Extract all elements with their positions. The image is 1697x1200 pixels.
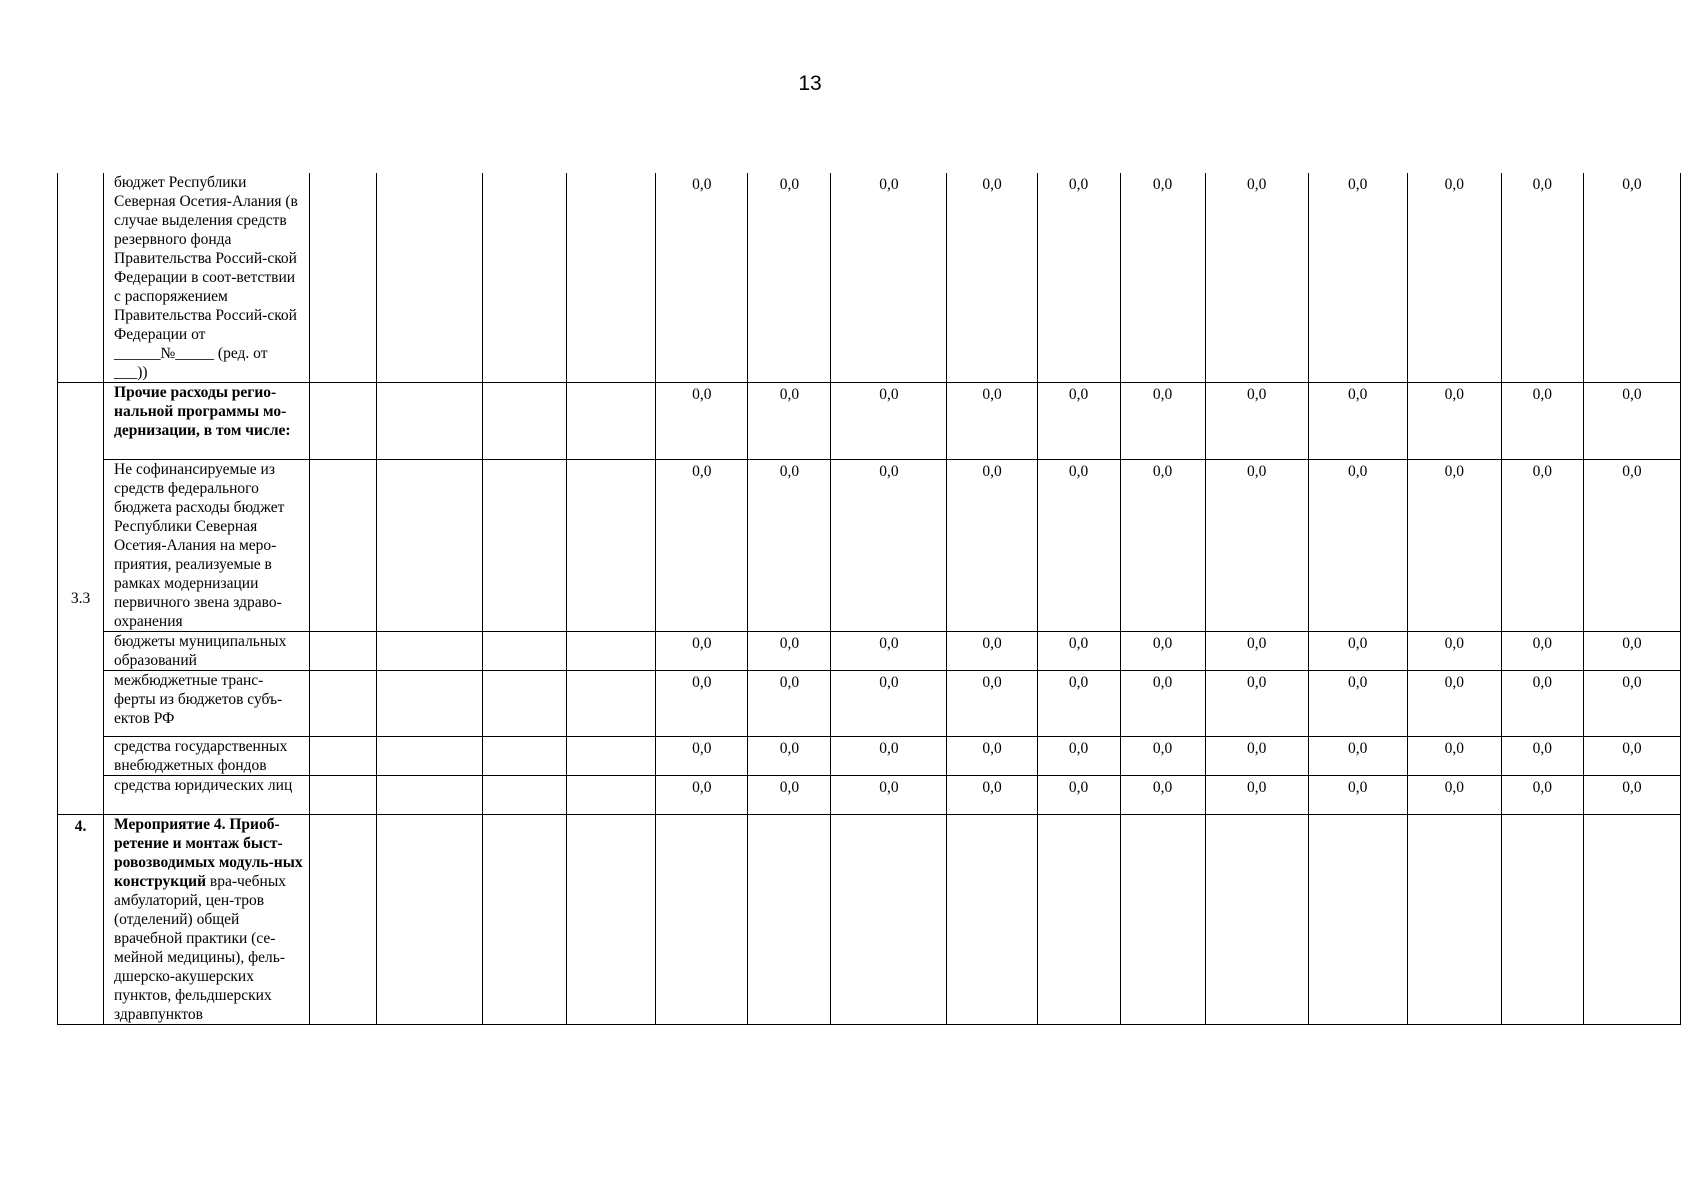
value-cell: 0,0: [656, 671, 748, 737]
description-text: Мероприятие 4. Приоб-ретение и монтаж быст-ровозводимых модуль-ных конструкций: [114, 816, 303, 890]
empty-cell: [567, 460, 656, 632]
empty-cell: [377, 173, 483, 383]
value-cell: 0,0: [1037, 173, 1120, 383]
row-description: [104, 383, 310, 460]
value-cell: 0,0: [1205, 737, 1308, 776]
empty-cell: [310, 460, 377, 632]
value-cell: 0,0: [1120, 460, 1205, 632]
description-text: вра-чебных амбулаторий, цен-тров (отделений) общей врачебной практики (се-мейной медицины), фель-дшерско-акушерских пунктов, фельдшерских здравпунктов: [114, 873, 287, 1023]
value-cell: 0,0: [1501, 460, 1583, 632]
value-cell: 0,0: [1407, 460, 1501, 632]
value-cell: 0,0: [656, 632, 748, 671]
table-row: [58, 173, 1681, 383]
value-cell: 0,0: [656, 383, 748, 460]
empty-cell: [567, 671, 656, 737]
value-cell: 0,0: [656, 460, 748, 632]
value-cell: 0,0: [947, 737, 1037, 776]
empty-cell: [483, 776, 567, 815]
empty-cell: [483, 815, 567, 1025]
value-cell: 0,0: [831, 671, 947, 737]
value-cell: 0,0: [1120, 737, 1205, 776]
value-cell: 0,0: [748, 383, 831, 460]
table-row: [58, 815, 1681, 1025]
value-cell: 0,0: [1120, 632, 1205, 671]
empty-cell: [567, 737, 656, 776]
empty-cell: [567, 776, 656, 815]
value-cell: 0,0: [947, 671, 1037, 737]
value-cell: 0,0: [947, 173, 1037, 383]
value-cell: [1501, 815, 1583, 1025]
empty-cell: [377, 460, 483, 632]
value-cell: 0,0: [1037, 460, 1120, 632]
value-cell: 0,0: [1501, 671, 1583, 737]
empty-cell: [483, 460, 567, 632]
empty-cell: [377, 815, 483, 1025]
value-cell: 0,0: [1501, 383, 1583, 460]
value-cell: 0,0: [656, 776, 748, 815]
empty-cell: [310, 632, 377, 671]
empty-cell: [310, 776, 377, 815]
empty-cell: [567, 383, 656, 460]
value-cell: 0,0: [947, 383, 1037, 460]
value-cell: 0,0: [1205, 173, 1308, 383]
value-cell: 0,0: [831, 776, 947, 815]
value-cell: 0,0: [1407, 383, 1501, 460]
value-cell: 0,0: [1037, 383, 1120, 460]
row-description: [104, 737, 310, 776]
value-cell: 0,0: [748, 460, 831, 632]
value-cell: 0,0: [1407, 671, 1501, 737]
value-cell: 0,0: [748, 671, 831, 737]
row-description: [104, 671, 310, 737]
value-cell: [1308, 815, 1407, 1025]
row-description: [104, 815, 310, 1025]
value-cell: 0,0: [1407, 173, 1501, 383]
value-cell: [656, 815, 748, 1025]
empty-cell: [483, 173, 567, 383]
empty-cell: [377, 776, 483, 815]
description-text: бюджеты муниципальных образований: [114, 633, 287, 669]
row-number-cell: [58, 173, 104, 383]
table-body: [58, 173, 1681, 1025]
value-cell: 0,0: [831, 173, 947, 383]
value-cell: 0,0: [748, 737, 831, 776]
value-cell: 0,0: [1308, 173, 1407, 383]
value-cell: 0,0: [831, 460, 947, 632]
value-cell: 0,0: [1501, 737, 1583, 776]
value-cell: 0,0: [947, 776, 1037, 815]
value-cell: 0,0: [1205, 632, 1308, 671]
value-cell: 0,0: [1407, 737, 1501, 776]
value-cell: 0,0: [831, 383, 947, 460]
value-cell: 0,0: [1120, 671, 1205, 737]
empty-cell: [377, 671, 483, 737]
value-cell: 0,0: [1407, 776, 1501, 815]
table-row: [58, 632, 1681, 671]
row-number-cell: 3.3: [58, 383, 104, 815]
value-cell: 0,0: [1501, 632, 1583, 671]
row-number-cell: 4.: [58, 815, 104, 1025]
value-cell: [831, 815, 947, 1025]
description-text: средства государственных внебюджетных фондов: [114, 738, 288, 774]
description-text: бюджет Республики Северная Осетия-Алания (в случае выделения средств резервного фонда Правительства Россий-ской Федерации в соот-ветствии с распоряжением Правительства Россий-ской Федерации от ______№_____ (ред. от ___)): [114, 174, 298, 381]
value-cell: 0,0: [1583, 173, 1680, 383]
empty-cell: [483, 671, 567, 737]
value-cell: 0,0: [1501, 173, 1583, 383]
value-cell: 0,0: [1583, 383, 1680, 460]
value-cell: 0,0: [1037, 776, 1120, 815]
table-row: [58, 776, 1681, 815]
empty-cell: [483, 737, 567, 776]
value-cell: 0,0: [947, 460, 1037, 632]
value-cell: 0,0: [1308, 632, 1407, 671]
value-cell: 0,0: [1120, 383, 1205, 460]
value-cell: 0,0: [1308, 776, 1407, 815]
row-description: [104, 632, 310, 671]
value-cell: [1407, 815, 1501, 1025]
value-cell: 0,0: [748, 632, 831, 671]
row-description: [104, 173, 310, 383]
table-row: [58, 383, 1681, 460]
value-cell: 0,0: [1037, 671, 1120, 737]
empty-cell: [567, 815, 656, 1025]
value-cell: [748, 815, 831, 1025]
empty-cell: [310, 815, 377, 1025]
value-cell: 0,0: [1037, 737, 1120, 776]
value-cell: 0,0: [831, 632, 947, 671]
empty-cell: [483, 383, 567, 460]
empty-cell: [377, 383, 483, 460]
value-cell: 0,0: [1120, 173, 1205, 383]
table-row: [58, 671, 1681, 737]
value-cell: 0,0: [1037, 632, 1120, 671]
empty-cell: [483, 632, 567, 671]
empty-cell: [310, 173, 377, 383]
value-cell: 0,0: [947, 632, 1037, 671]
empty-cell: [567, 173, 656, 383]
value-cell: 0,0: [1583, 632, 1680, 671]
value-cell: 0,0: [748, 776, 831, 815]
value-cell: [1037, 815, 1120, 1025]
description-text: Не софинансируемые из средств федерального бюджета расходы бюджет Республики Северная Осетия-Алания на меро-приятия, реализуемые в рамках модернизации первичного звена здраво-охранения: [114, 461, 285, 630]
value-cell: 0,0: [1308, 383, 1407, 460]
value-cell: [1583, 815, 1680, 1025]
value-cell: 0,0: [1308, 460, 1407, 632]
empty-cell: [567, 632, 656, 671]
value-cell: 0,0: [1583, 460, 1680, 632]
table-row: [58, 460, 1681, 632]
description-text: средства юридических лиц: [114, 777, 293, 794]
value-cell: 0,0: [1583, 671, 1680, 737]
value-cell: 0,0: [1205, 460, 1308, 632]
value-cell: 0,0: [1583, 776, 1680, 815]
empty-cell: [310, 737, 377, 776]
value-cell: 0,0: [656, 737, 748, 776]
value-cell: [1120, 815, 1205, 1025]
row-description: [104, 776, 310, 815]
value-cell: 0,0: [1308, 671, 1407, 737]
value-cell: 0,0: [1205, 383, 1308, 460]
value-cell: [947, 815, 1037, 1025]
empty-cell: [310, 383, 377, 460]
row-description: [104, 460, 310, 632]
value-cell: 0,0: [1120, 776, 1205, 815]
description-text: Прочие расходы регио-нальной программы мо-дернизации, в том числе:: [114, 384, 291, 439]
empty-cell: [310, 671, 377, 737]
empty-cell: [377, 632, 483, 671]
description-text: межбюджетные транс-ферты из бюджетов субъ-ектов РФ: [114, 672, 283, 727]
empty-cell: [377, 737, 483, 776]
table-row: [58, 737, 1681, 776]
value-cell: 0,0: [1501, 776, 1583, 815]
value-cell: 0,0: [1583, 737, 1680, 776]
value-cell: [1205, 815, 1308, 1025]
value-cell: 0,0: [1205, 776, 1308, 815]
value-cell: 0,0: [1407, 632, 1501, 671]
page-number: 13: [798, 72, 822, 95]
budget-table: [57, 173, 1681, 1025]
value-cell: 0,0: [1205, 671, 1308, 737]
value-cell: 0,0: [831, 737, 947, 776]
value-cell: 0,0: [1308, 737, 1407, 776]
value-cell: 0,0: [656, 173, 748, 383]
value-cell: 0,0: [748, 173, 831, 383]
